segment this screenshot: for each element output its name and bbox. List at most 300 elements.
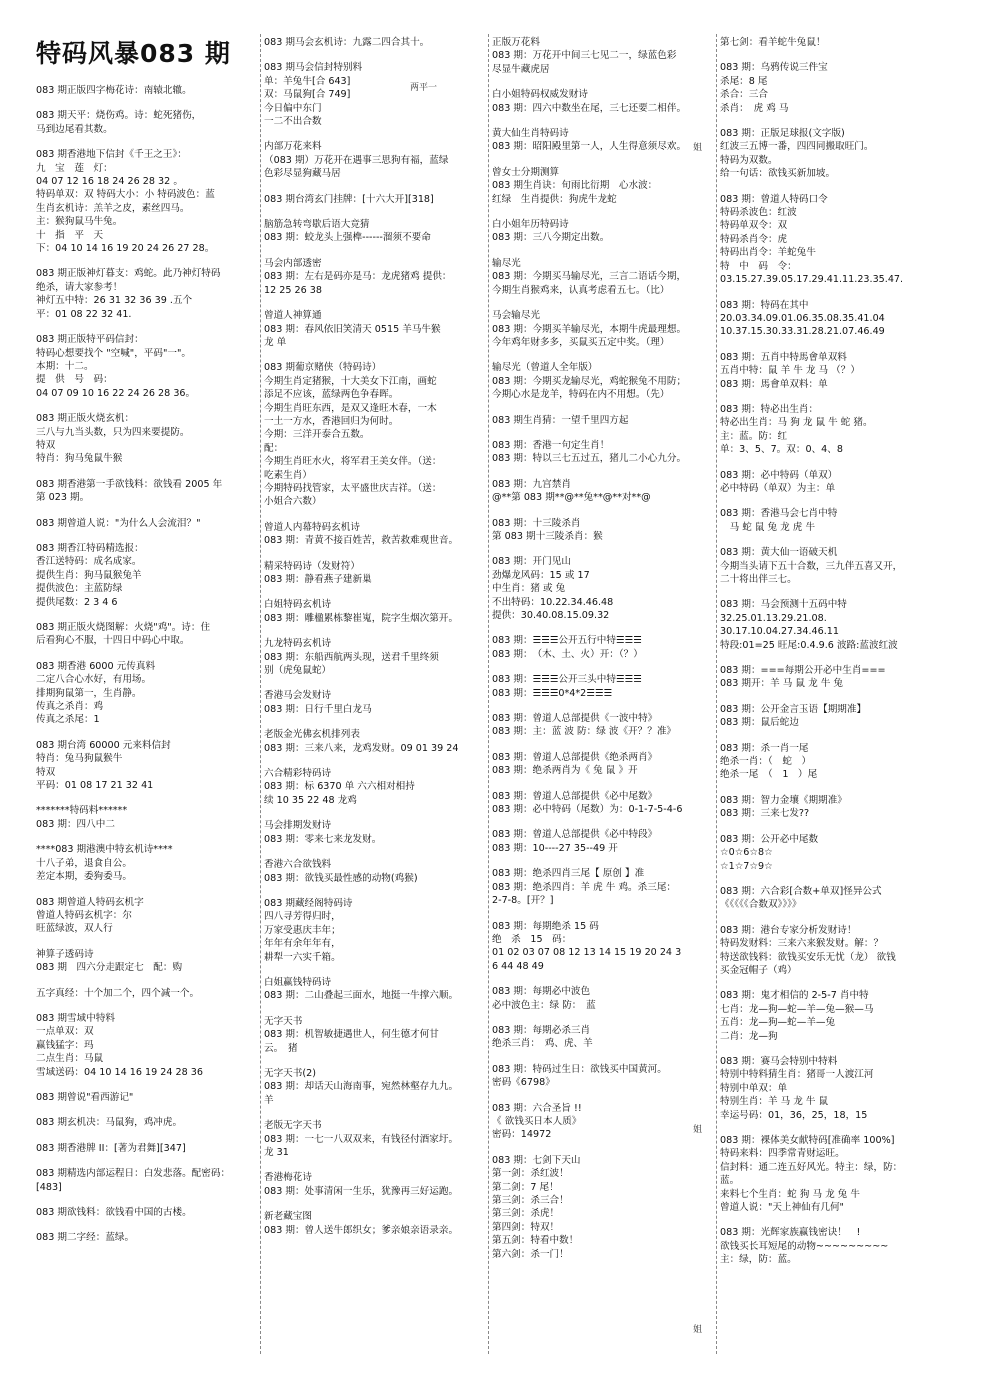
section-line: 下：04 10 14 16 19 20 24 26 27 28。 [36,243,215,255]
section-line: 来料七个生肖：蛇 狗 马 龙 兔 牛 [720,1188,860,1200]
text-section [36,517,258,530]
section-line: 083 期：雕楹累栋黎崔嵬，院字生烟次第开。 [264,612,459,624]
section-line: 四八寻芳得归时， [264,911,341,923]
section-line: 提供生肖：狗马鼠猴兔羊 [36,569,142,581]
section-line: 双：马鼠狗[合 749] [264,89,351,101]
section-line: 083 期：特以三七五过五，猪儿二小心九分。 [492,453,687,465]
text-section [492,634,714,661]
section-heading: 083 期香港地下信封《千王之王》： [36,149,187,161]
section-line: 083 期 四六分走跟定七 配：购 [36,962,183,974]
section-heading: 输尽光（曾道人全年版） [492,362,598,374]
section-line: 色彩尽显狗藏马居 [264,168,341,180]
section-line: 083 期：绝杀两肖为《 兔 鼠 》开 [492,765,638,777]
section-heading: 083 期：乌鸦传说三件宝 [720,62,828,74]
section-line: 2-7-8。[开？] [492,895,554,907]
section-heading: 083 期精选内部运程日：白发悲落。配密码： [36,1168,231,1180]
section-heading: 083 期：特码在其中 [720,299,809,311]
text-section [264,257,486,297]
section-heading: 083 期香港第一手欲钱料：欲钱看 2005 年 [36,478,223,490]
section-heading: 香港马会发财诗 [264,690,332,702]
section-line: 香江送特码：成名成家。 [36,556,142,568]
section-heading: 083 期：☰☰☰公开三头中特☰☰☰ [492,674,642,686]
section-line: 吃素生肖） [264,469,312,481]
section-line: 特段:01=25 旺尾:0.4.9.6 波路:蓝波红波 [720,639,898,651]
column-divider [488,34,489,1354]
section-line: 特送欲钱料：欲钱买安乐无忧（龙） 欲钱 [720,951,896,963]
text-section [36,739,258,793]
section-heading: 083 期：六合圣旨 !! [492,1102,582,1114]
section-line: 083 期：三来七发?? [720,808,810,820]
section-line: 特码单双：双 特码大小：小 特码波色：蓝 [36,189,215,201]
section-heading: 083 期：裸体美女献特码[准确率 100%] [720,1135,895,1146]
section-heading: 马会输尽光 [492,310,540,322]
text-section [492,361,714,401]
section-heading: 脑筋急转弯歇后语大竞猜 [264,219,370,231]
section-line: 083 期：绝杀四肖：羊 虎 牛 鸡。杀三尾： [492,881,677,893]
section-line: 提供尾数：2 3 4 6 [36,596,118,608]
section-heading: 083 期：公开必中尾数 [720,833,819,845]
text-section [264,728,486,755]
section-heading: 083 期香港牌 II：[著为君舞][347] [36,1142,186,1154]
section-heading: 083 期台湾玄门挂牌：[十六大开][318] [264,193,434,205]
section-line: 绝 杀 15 码： [492,933,572,945]
section-line: 今日偏中东门 [264,102,322,114]
section-line: 单：羊兔牛[合 643] [264,75,351,87]
text-section [492,439,714,466]
text-section [492,517,714,544]
section-line: 九 宝 莲 灯： [36,162,113,174]
section-heading: 083 期：五肖中特馬會单双料 [720,351,847,363]
section-line: 今期心水是龙羊，特码在内不用想。（先） [492,389,670,401]
text-section [264,36,486,49]
section-line: 杀尾：8 尾 [720,75,768,87]
section-heading: 内部万花来料 [264,141,322,153]
section-heading: 083 期：开门见山 [492,556,571,568]
section-heading: 六合精彩特码诗 [264,768,332,780]
section-line: 万家受惠庆丰年； [264,924,341,936]
section-heading: 083 期：曾道人总部提供《必中特段》 [492,829,658,841]
section-line: 平码：01 08 17 21 32 41 [36,780,154,792]
stray-mark: 姐 [693,1325,703,1335]
section-line: 今期生肖旺东西，是双又逢旺木春，一木 [264,402,437,414]
text-section [720,403,942,457]
section-line: 第六剑：杀一门！ [492,1248,569,1260]
section-heading: 083 期马会信封特别料 [264,62,363,74]
text-section [720,924,942,978]
text-section [720,598,942,652]
section-line: 04 07 09 10 16 22 24 26 28 36。 [36,387,196,399]
stray-mark: 姐 [693,1125,703,1135]
section-line: 083 期：左右是码亦是马：龙虎猪鸡 提供： [264,271,452,283]
text-section [36,1091,258,1104]
text-section [264,1171,486,1198]
section-heading: 083 期：九宫禁肖 [492,478,571,490]
section-line: 083 期：馬會单双料：单 [720,378,828,390]
section-line: 不出特码：10.22.34.46.48 [492,596,614,608]
column-2 [264,36,486,1249]
text-section [492,673,714,700]
section-line: 083 期：曾人送牛郎织女；爹亲娘亲语录亲。 [264,1224,459,1236]
section-line: 特码心想要找个 "空喊"，平码"一"。 [36,347,192,359]
section-line: 01 02 03 07 08 12 13 14 15 19 20 24 3 [492,947,682,959]
text-section [492,478,714,505]
section-line: 二定八合心水好，有用场。 [36,674,152,686]
section-heading: 083 期正版火烧玄机： [36,413,135,425]
section-heading: 083 期曾说"看西游记" [36,1091,134,1103]
section-line: 单：3、5、7。双：0、4、8 [720,444,843,456]
section-heading: 083 期：特必出生肖： [720,403,819,415]
section-line: 特码杀肖令：虎 [720,233,788,245]
column-divider [716,34,717,1354]
section-heading: 083 期：七剑下天山 [492,1154,581,1166]
section-line: 绝杀一尾 （ 1 ）尾 [720,769,818,781]
text-section [492,985,714,1012]
stray-mark: 两平一 [410,83,438,93]
section-line: 12 25 26 38 [264,284,322,296]
section-heading: 083 期欲钱料：欲钱看中国的古楼。 [36,1207,192,1218]
section-line: 《《《《《合数双》》》》 [720,899,802,911]
text-section [264,1119,486,1159]
text-section [36,804,258,831]
section-heading: 白姐赢钱特码诗 [264,976,332,988]
section-heading: 083 期玄机决：马鼠狗，鸡冲虎。 [36,1117,183,1129]
text-section [264,560,486,587]
section-line: 03.15.27.39.05.17.29.41.11.23.35.47. [720,274,904,286]
text-section [720,351,942,391]
section-line: 特必出生肖：马 狗 龙 鼠 牛 蛇 猪。 [720,417,873,429]
section-line: 10.37.15.30.33.31.28.21.07.46.49 [720,326,885,338]
section-line: 083 期：昭阳殿里第一人，人生得意须尽欢。 [492,141,687,153]
section-line: 劲爆龙风码：15 或 17 [492,569,590,581]
text-section [720,507,942,534]
section-line: 083 期：零来七来龙发财。 [264,833,382,845]
section-line: 083 期生肖诀：旬雨比衍期 心水波： [492,180,658,192]
section-heading: 083 期曾道人特码玄机字 [36,896,144,908]
section-line: 尽显牛藏虎居 [492,63,550,75]
section-line: 083 期：青黄不接百姓苦，救苦救难观世音。 [264,535,459,547]
text-section [720,469,942,496]
section-line: 云。 猪 [264,1042,298,1054]
section-line: 特 中 码 令： [720,260,797,272]
text-section [492,1063,714,1090]
text-section [492,1102,714,1142]
section-line: 马 蛇 鼠 兔 龙 虎 牛 [720,521,816,533]
section-line: 生肖玄机诗：羔羊之皮，素丝四马。 [36,202,190,214]
section-line: 今期生肖旺水火，将军君王美女伴。（送： [264,456,442,468]
section-heading: 083 期：赛马会特别中特料 [720,1055,838,1067]
section-line: 二十将出伴三七。 [720,574,797,585]
text-section [36,84,258,97]
text-section [36,896,258,936]
section-line: 羊 [264,1094,274,1106]
section-heading: 083 期：黄大仙一语破天机 [720,547,838,559]
section-line: 083 期：东船西航两头现，送君千里终须 [264,651,439,663]
section-line: 今期生肖定猪猴，十大美女下江南，画蛇 [264,375,437,387]
text-section [264,897,486,964]
column-3 [492,36,714,1273]
section-line: 杀合：三合 [720,89,768,101]
section-line: ☆1☆7☆9☆ [720,860,773,872]
section-heading: 无字天书(2) [264,1067,316,1079]
text-section [264,1015,486,1055]
text-section [36,478,258,505]
section-line: 083 期：标 6370 单 六六相对相持 [264,781,415,793]
section-line: 今期生肖猴鸡来，认真考虑看五七。（比） [492,284,670,296]
section-heading: 083 期雪域中特料 [36,1012,115,1024]
section-line: 特别生肖：羊 马 龙 牛 鼠 [720,1096,829,1108]
text-section [264,309,486,349]
section-heading: 白小姐年历特码诗 [492,219,569,231]
section-line: 083 期：三八今期定出数。 [492,232,610,244]
text-section [36,1167,258,1194]
section-line: 083 期：春风依旧笑清天 0515 羊马牛猴 [264,323,441,335]
text-section [36,267,258,321]
column-divider [260,34,261,1354]
section-line: 神灯五中特：26 31 32 36 39 .五个 [36,295,193,307]
section-heading: 曾道人神算通 [264,310,322,322]
section-heading: 083 期：马会预测十五码中特 [720,599,847,611]
text-section [720,127,942,181]
section-line: 五肖中特：鼠 羊 牛 龙 马 （？） [720,365,860,377]
text-section [492,920,714,974]
text-section [36,542,258,609]
section-heading: 曾道人内幕特码玄机诗 [264,521,360,533]
section-line: 平：01 08 22 32 41. [36,308,132,320]
section-line: ☆0☆6☆8☆ [720,847,773,859]
section-line: 主：猴狗鼠马牛兔。 [36,216,123,228]
section-heading: 精采特码诗（发财符） [264,560,360,572]
text-section [36,621,258,648]
section-line: 今期当头请下五十合数，三九伴五喜又开， [720,560,903,572]
section-line: （083 期）万花开在遇事三思狗有福，蓝绿 [264,154,449,166]
section-line: 083 期：四六中数坐在尾，三七还要二相伴。 [492,102,687,114]
text-section [720,1226,942,1266]
text-section [492,88,714,115]
text-section [492,1024,714,1051]
text-section [264,637,486,677]
text-section [264,193,486,206]
section-line: 本期：十二。 [36,360,94,372]
section-line: 特双 [36,439,56,451]
section-heading: 083 期葡京赌侠（特码诗） [264,362,382,374]
section-line: 提 供 号 码： [36,374,113,386]
section-heading: 083 期：正版足球报(文字版) [720,128,845,140]
text-section [492,257,714,297]
section-line: 第三剑：杀三合！ [492,1195,569,1206]
section-line: 提供波色：主蓝防绿 [36,583,123,595]
section-heading: 083 期：六合彩[合数+单双]怪异公式 [720,885,882,897]
section-line: 083 期：静看燕子建新巢 [264,574,372,585]
section-line: 083 期：欲钱买最性感的动物(鸡猴) [264,872,418,884]
section-line: 七肖：龙—狗—蛇—羊—兔—猴—马 [720,1003,874,1015]
section-line: 一点单双：双 [36,1026,94,1038]
section-line: 二点生肖：马鼠 [36,1053,104,1065]
text-section [36,987,258,1000]
section-heading: 083 期：绝杀四肖三尾【 原创 】准 [492,868,645,880]
section-line: 特别中特料猜生肖：猪哥一人渡江河 [720,1069,874,1081]
section-line: 083 期： （木、土、火）开：（？） [492,648,643,660]
text-section [36,412,258,466]
section-line: 给一句话：欲钱买新加坡。 [720,168,836,180]
section-line: 曾道人说："天上神仙有几何" [720,1202,844,1214]
text-section [36,843,258,883]
section-line: 083 期：四八中二 [36,818,115,830]
section-line: 年年有余年年有， [264,938,341,950]
section-heading: 083 期：光辉家族赢钱密诀！ ! [720,1227,861,1239]
section-heading: 083 期：===每期公开必中生肖=== [720,665,886,677]
section-line: 083 期：二山叠起三面水，地挺一牛撑六顺。 [264,990,459,1002]
section-line: 32.25.01.13.29.21.08. [720,612,827,624]
section-line: 传真之杀肖：鸡 [36,701,104,713]
section-line: 欲钱买长耳短尾的动物~~~~~~~~~ [720,1240,889,1252]
text-section [492,127,714,154]
text-section [720,299,942,339]
section-line: 差定本期，委狗委马。 [36,871,132,883]
section-heading: 083 期正版火烧图解：火烧"鸡"。诗：住 [36,622,211,633]
section-line: 今期特码找管家，太平盛世庆吉祥。（送： [264,482,442,494]
text-section [264,819,486,846]
section-heading: 083 期台湾 60000 元来料信封 [36,739,171,751]
section-heading: 083 期生肖猜：一望千里四方起 [492,414,629,426]
section-line: 第四剑：特双！ [492,1221,560,1233]
section-line: 083 期：今期买羊输尽光，本期牛虎最理想。 [492,323,687,335]
text-section [492,751,714,778]
section-line: 雪域送码：04 10 14 16 19 24 28 36 [36,1066,203,1078]
text-section [720,742,942,782]
section-heading: 083 期：每期必杀三肖 [492,1024,591,1036]
section-heading: 083 期：鬼才相信的 2-5-7 肖中特 [720,990,869,1002]
text-section [36,333,258,400]
section-line: 密码《6798》 [492,1077,555,1089]
section-line: 特码出肖令：羊蛇兔牛 [720,247,816,259]
section-heading: 老版金光佛玄机排列表 [264,729,360,741]
section-line: 马到边尾看其数。 [36,123,113,135]
section-line: 特别中单双：单 [720,1082,788,1094]
section-heading: 第七剑：看羊蛇牛兔鼠！ [720,37,826,48]
text-section [492,712,714,739]
section-heading: 083 期：每期必中波色 [492,986,591,998]
text-section [492,555,714,622]
text-section [492,309,714,349]
text-section [492,790,714,817]
section-line: 十八子弟，退食自公。 [36,857,132,869]
text-section [720,989,942,1043]
section-heading: 083 期：智力金壤《期期准》 [720,794,847,806]
section-heading: 马会排期发财诗 [264,820,332,832]
section-heading: 083 期：每期绝杀 15 码 [492,920,599,932]
text-section [264,858,486,885]
section-line: @**第 083 期**@**兔**@**对**@ [492,492,651,504]
section-line: 特码单双令：双 [720,220,788,232]
section-line: 特肖：兔马狗鼠猴牛 [36,753,123,765]
section-line: 第五剑：特看中数！ [492,1235,579,1247]
section-line: 十 指 平 天 [36,229,104,241]
section-line: 密码：14972 [492,1129,552,1141]
section-heading: 马会内部透密 [264,257,322,269]
text-section [264,1210,486,1237]
section-heading: 白小姐特码权威发财诗 [492,89,588,101]
section-heading: 083 期：曾道人总部提供《绝杀两肖》 [492,751,658,763]
section-line: 今期：三洋开泰合五数。 [264,429,370,441]
section-heading: 083 期：必中特码（单双） [720,469,838,481]
section-line: 绝杀三肖： 鸡、虎、羊 [492,1038,593,1050]
page-title: 特码风暴083 期 [36,39,231,68]
section-heading: 083 期正版神灯暮支：鸡蛇。此乃神灯特码 [36,268,221,280]
section-heading: 083 期香江特码精选报： [36,542,144,554]
section-heading: 083 期：港台专家分析发财诗！ [720,924,857,936]
section-line: 添足不应该，蓝绿两色争春晖。 [264,389,399,401]
text-section [492,867,714,907]
section-heading: 083 期正版四字梅花诗：南辕北辙。 [36,85,192,96]
section-line: 今年鸡年财多多，买鼠买五定中奖。（理） [492,336,670,348]
section-line: 小姐合六数） [264,496,322,508]
section-heading: 083 期：杀一肖一尾 [720,742,809,754]
text-section [720,794,942,821]
text-section [264,61,486,128]
section-heading: 输尽光 [492,257,521,269]
section-line: 特码来料：四季常青财运旺。 [720,1148,845,1160]
section-heading: 083 期曾道人说："为什么人会流泪？" [36,517,201,529]
section-line: 20.03.34.09.01.06.35.08.35.41.04 [720,312,885,324]
section-line: 04 07 12 16 18 24 26 28 32 。 [36,176,183,188]
section-heading: 五字真经：十个加二个，四个减一个。 [36,987,200,999]
text-section [264,218,486,245]
section-line: 买金冠帽子（鸡） [720,964,797,976]
section-heading: 无字天书 [264,1015,303,1027]
text-section [720,664,942,691]
section-line: 第二剑：7 尾！ [492,1181,559,1193]
section-line: 幸运号码：01，36，25，18，15 [720,1109,868,1121]
section-heading: 083 期天平：烧伤鸡。诗：蛇死猪伤， [36,110,202,122]
section-heading: ****083 期港澳中特玄机诗**** [36,844,173,856]
section-line: 083 期：一七一八双双来，有钱径付酒家圩。 [264,1133,459,1145]
section-line: 第 023 期。 [36,492,90,504]
section-line: 绝杀一肖：（ 蛇 ） [720,756,812,768]
section-line: 083 期：却话天山海南事，宛然林壑存九九。 [264,1081,459,1093]
text-section [492,1154,714,1261]
section-line: 必中波色主：绿 防： 蓝 [492,999,596,1011]
column-4 [720,36,942,1279]
section-line: 特码发财料：三来六来猴发财。解：？ [720,938,884,950]
section-heading: 083 期：公开金言玉语【期期准】 [720,703,867,715]
section-line: 083 期：机智敏捷遇世人，何生德才何甘 [264,1029,439,1041]
text-section [264,1067,486,1107]
text-section [720,885,942,912]
section-line: 三八与九当头数，只为四来要提防。 [36,426,190,438]
text-section [720,703,942,730]
section-line: 续 10 35 22 48 龙鸡 [264,794,357,806]
section-heading: 083 期藏经阁特码诗 [264,897,353,909]
section-heading: 正版万花料 [492,37,540,48]
section-line: 6 44 48 49 [492,960,544,972]
section-line: 特双 [36,766,56,778]
section-line: 083 期：日行千里白龙马 [264,703,372,715]
section-heading: 083 期：曾道人总部提供《必中尾数》 [492,790,658,802]
section-line: 红绿 生肖提供：狗虎牛龙蛇 [492,193,617,205]
section-line: 后看狗心不服，十四日中码心中取。 [36,635,190,647]
section-line: 别（虎兔鼠蛇） [264,665,332,677]
section-line: 083 期：鼠后蛇边 [720,717,799,729]
text-section [36,948,258,975]
text-section [264,689,486,716]
text-section [492,828,714,855]
section-line: 龙 31 [264,1147,289,1158]
text-section [720,36,942,49]
section-heading: 香港六合欲钱料 [264,859,332,871]
text-section [720,61,942,115]
section-line: 五肖：龙—狗—蛇—羊—兔 [720,1017,836,1029]
section-line: 第一剑：杀红波！ [492,1168,569,1180]
